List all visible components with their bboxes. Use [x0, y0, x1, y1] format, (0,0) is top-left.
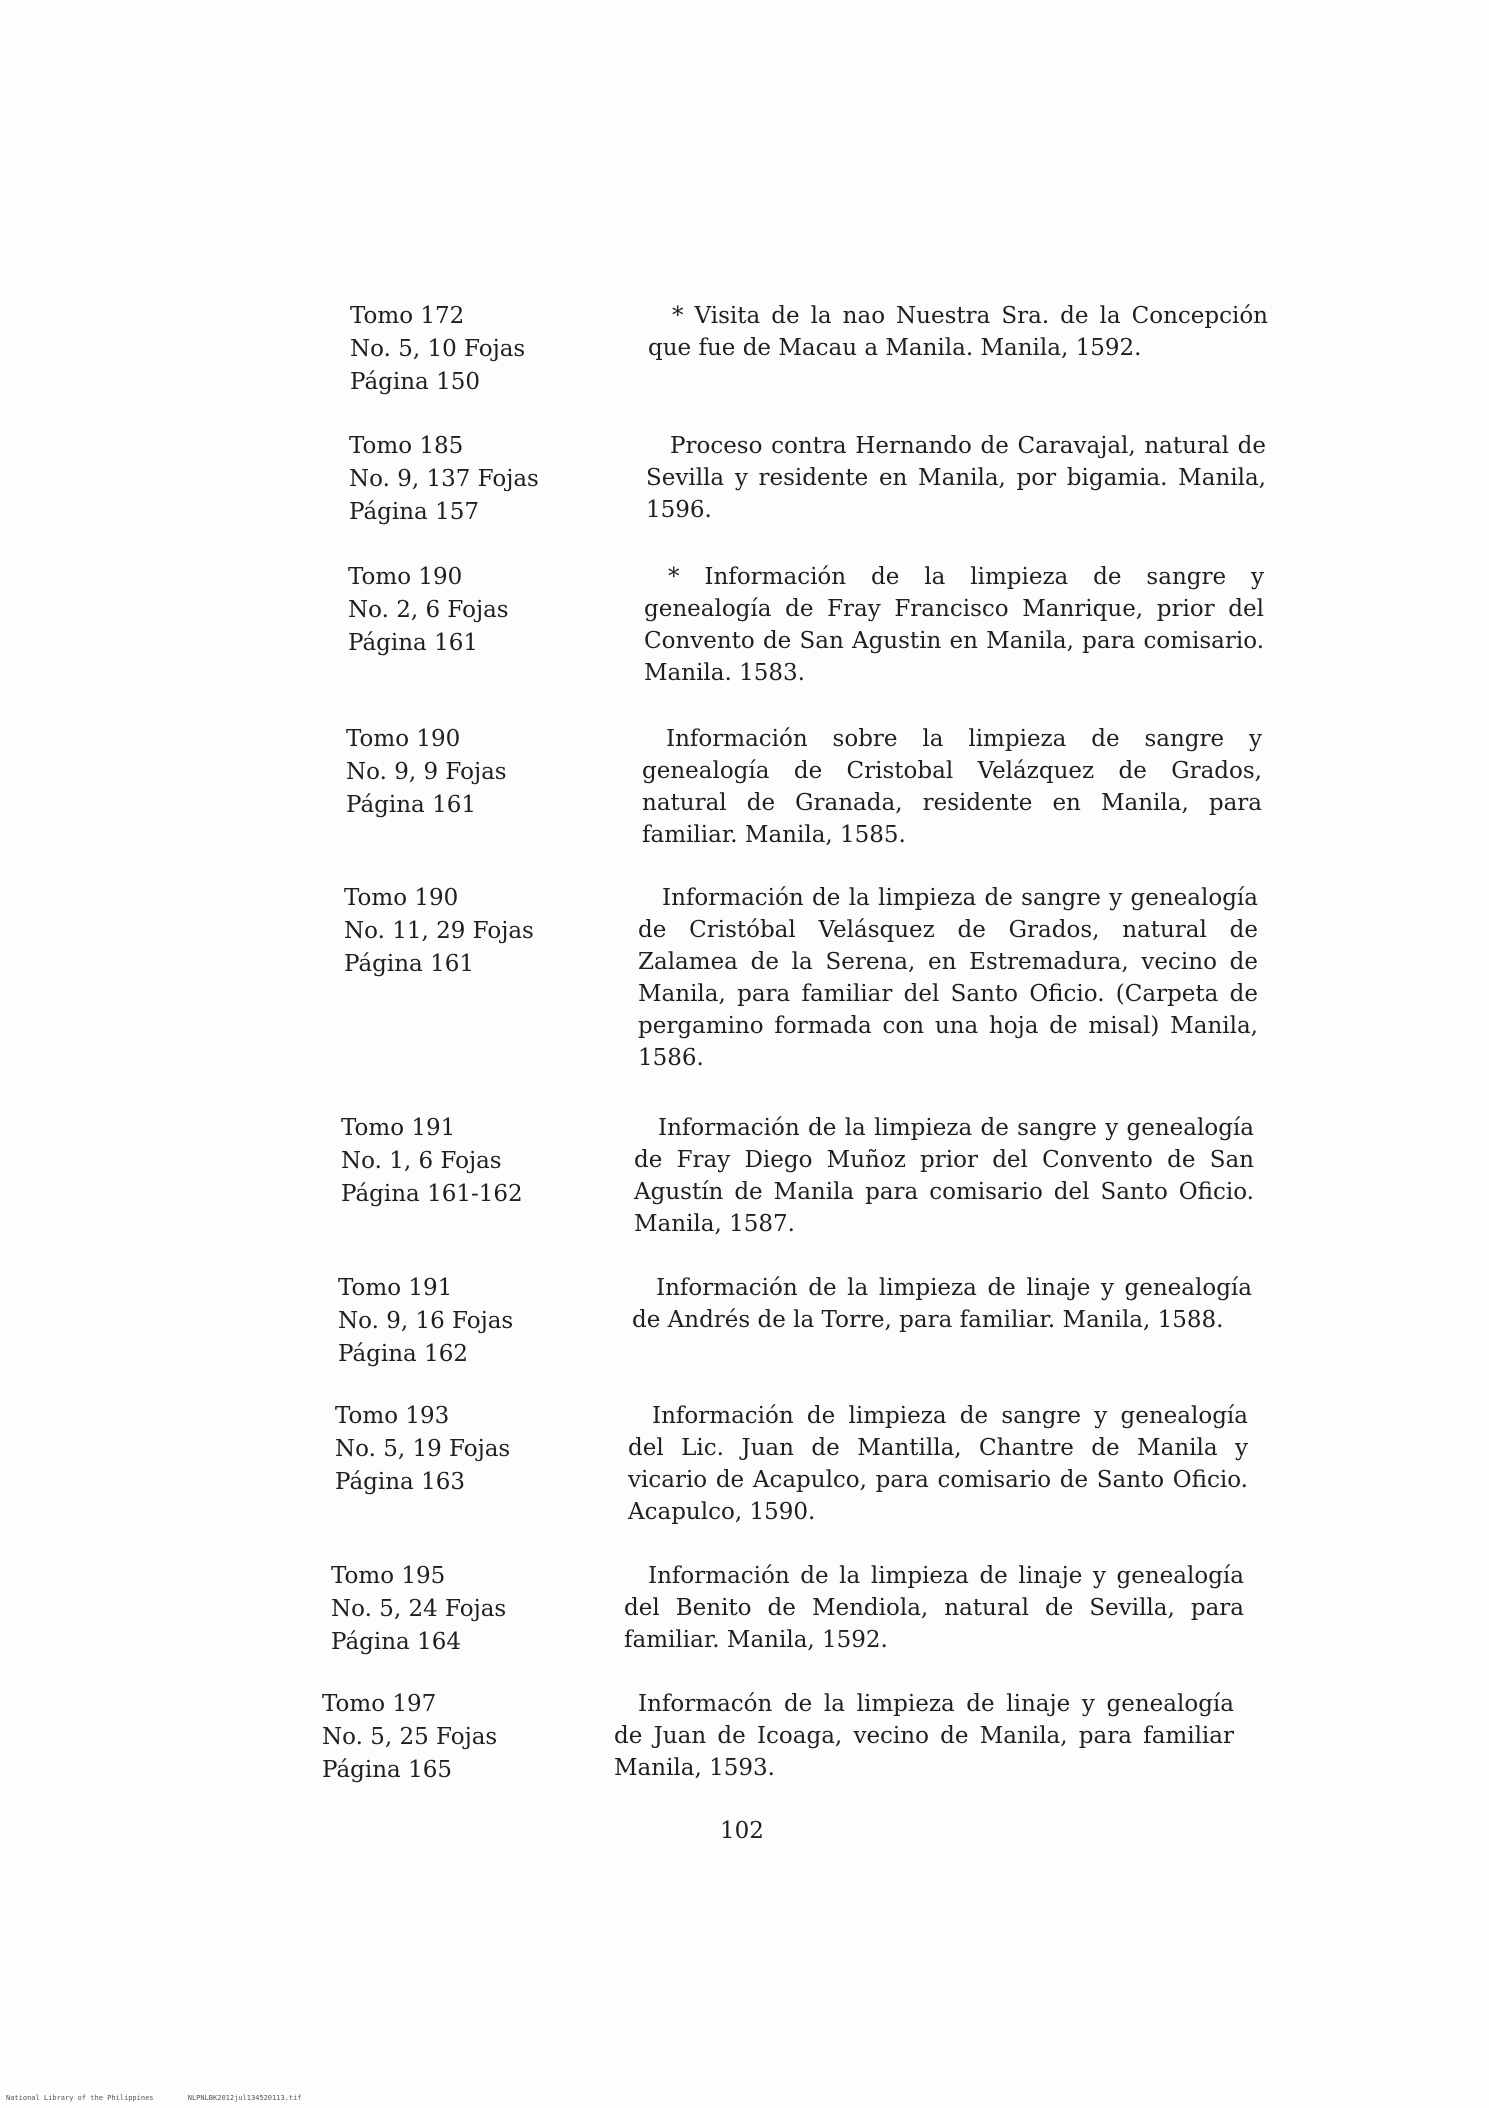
entry-reference: [335, 1400, 510, 1499]
pagina-label: Página 165: [322, 1757, 452, 1783]
number-fojas-label: No. 9, 137 Fojas: [349, 466, 539, 492]
entry-description: Información sobre la limpieza de sangre y genealogía de Cristobal Velázquez de Grados, natural de Granada, residente en Manila, para familiar. Manila, 1585.: [642, 726, 1262, 848]
tomo-label: Tomo 190: [344, 885, 459, 911]
number-fojas-label: No. 5, 19 Fojas: [335, 1436, 511, 1462]
entry-description: Información de la limpieza de sangre y genealogía de Fray Diego Muñoz prior del Convento de San Agustín de Manila para comisario del Santo Oficio. Manila, 1587.: [634, 1115, 1254, 1237]
tomo-label: Tomo 190: [348, 564, 463, 590]
entry-reference: [346, 723, 507, 822]
entry-description: Información de la limpieza de linaje y genealogía del Benito de Mendiola, natural de Sevilla, para familiar. Manila, 1592.: [624, 1563, 1244, 1653]
entry-description: Información de la limpieza de sangre y genealogía de Cristóbal Velásquez de Grados, natural de Zalamea de la Serena, en Estremadura, vecino de Manila, para familiar del Santo Oficio. (Carpeta de pergamino formada con una hoja de misal) Manila, 1586.: [638, 885, 1258, 1071]
number-fojas-label: No. 11, 29 Fojas: [344, 918, 534, 944]
tomo-label: Tomo 195: [331, 1563, 446, 1589]
pagina-label: Página 161-162: [341, 1181, 523, 1207]
entry-reference: [348, 561, 509, 660]
pagina-label: Página 161: [344, 951, 474, 977]
number-fojas-label: No. 5, 10 Fojas: [350, 336, 526, 362]
entry-description: Informacón de la limpieza de linaje y genealogía de Juan de Icoaga, vecino de Manila, para familiar Manila, 1593.: [614, 1691, 1234, 1781]
entry-reference: [344, 882, 534, 981]
number-fojas-label: No. 5, 24 Fojas: [331, 1596, 507, 1622]
scan-filename: NLPNLBK2012jul134520113.tif: [187, 2094, 302, 2102]
tomo-label: Tomo 185: [349, 433, 464, 459]
entry-reference: [349, 430, 539, 529]
page-number: 102: [720, 1818, 764, 1844]
entry-description: * Visita de la nao Nuestra Sra. de la Concepción que fue de Macau a Manila. Manila, 1592.: [648, 303, 1268, 361]
number-fojas-label: No. 2, 6 Fojas: [348, 597, 509, 623]
entry-reference: [350, 300, 525, 399]
tomo-label: Tomo 193: [335, 1403, 450, 1429]
pagina-label: Página 163: [335, 1469, 465, 1495]
entry-description: Información de limpieza de sangre y genealogía del Lic. Juan de Mantilla, Chantre de Manila y vicario de Acapulco, para comisario de Santo Oficio. Acapulco, 1590.: [628, 1403, 1248, 1525]
library-credit: National Library of the Philippines: [6, 2094, 154, 2102]
entry-description: Proceso contra Hernando de Caravajal, natural de Sevilla y residente en Manila, por bigamia. Manila, 1596.: [646, 433, 1266, 523]
pagina-label: Página 164: [331, 1629, 461, 1655]
pagina-label: Página 161: [348, 630, 478, 656]
number-fojas-label: No. 9, 16 Fojas: [338, 1308, 514, 1334]
number-fojas-label: No. 9, 9 Fojas: [346, 759, 507, 785]
tomo-label: Tomo 191: [341, 1115, 456, 1141]
tomo-label: Tomo 172: [350, 303, 465, 329]
pagina-label: Página 161: [346, 792, 476, 818]
pagina-label: Página 150: [350, 369, 480, 395]
entry-reference: [341, 1112, 523, 1211]
pagina-label: Página 162: [338, 1341, 468, 1367]
entry-description: * Información de la limpieza de sangre y genealogía de Fray Francisco Manrique, prior del Convento de San Agustin en Manila, para comisario. Manila. 1583.: [644, 564, 1264, 686]
entry-reference: [331, 1560, 506, 1659]
entry-reference: [338, 1272, 513, 1371]
pagina-label: Página 157: [349, 499, 479, 525]
entry-reference: [322, 1688, 497, 1787]
entry-description: Información de la limpieza de linaje y genealogía de Andrés de la Torre, para familiar. Manila, 1588.: [632, 1275, 1252, 1333]
tomo-label: Tomo 191: [338, 1275, 453, 1301]
tomo-label: Tomo 197: [322, 1691, 437, 1717]
number-fojas-label: No. 1, 6 Fojas: [341, 1148, 502, 1174]
tomo-label: Tomo 190: [346, 726, 461, 752]
number-fojas-label: No. 5, 25 Fojas: [322, 1724, 498, 1750]
scan-footer: [6, 2094, 332, 2102]
